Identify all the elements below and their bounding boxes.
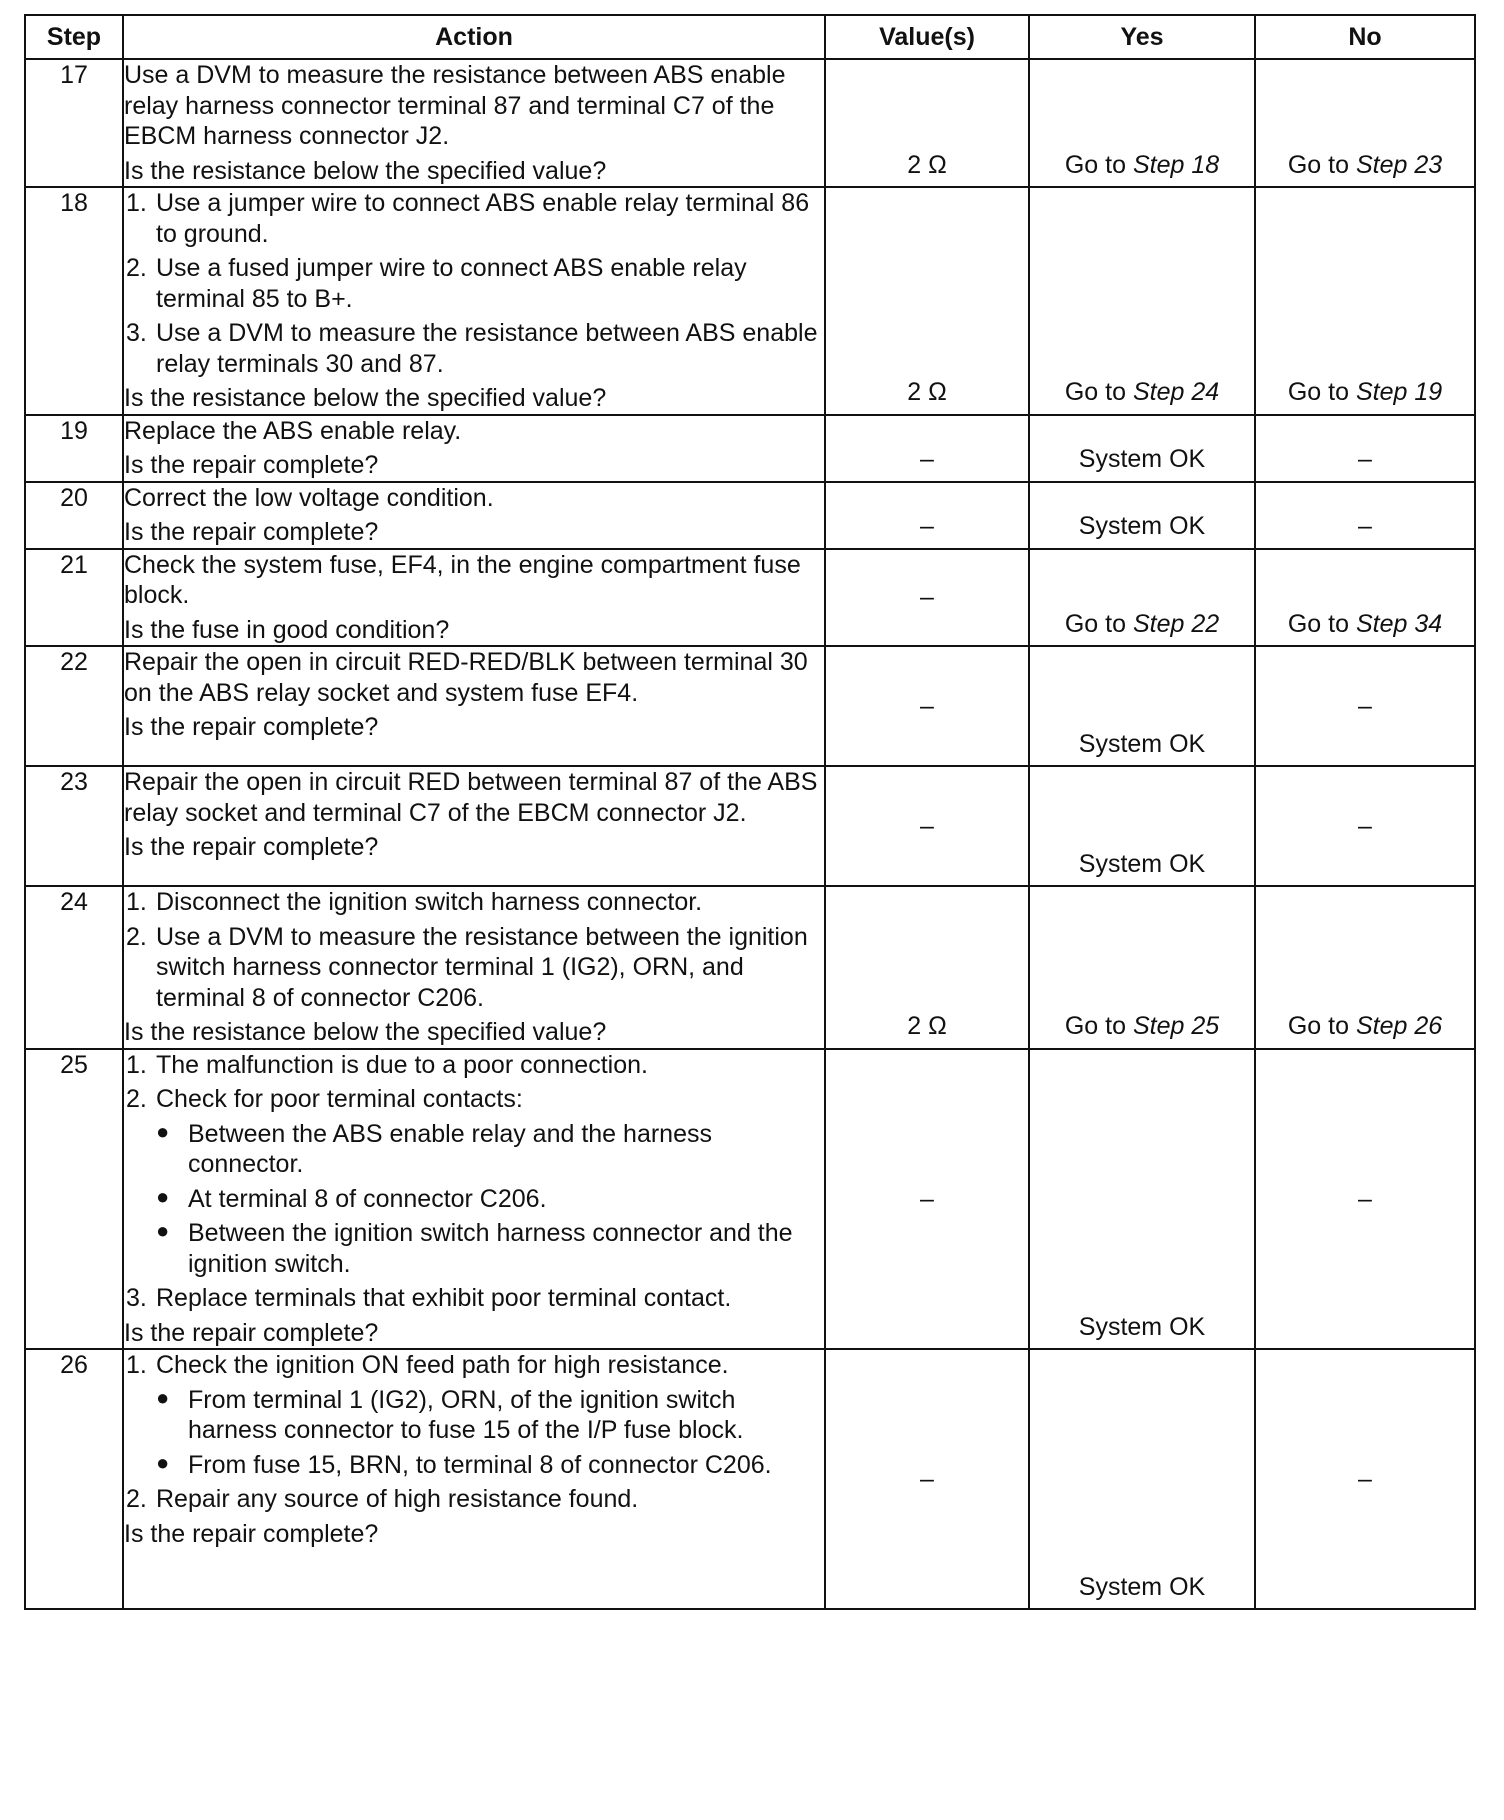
yes-text: System OK (1078, 1312, 1206, 1341)
action-cell (123, 482, 825, 549)
action-cell (123, 886, 825, 1049)
value-text: 2 Ω (907, 150, 947, 179)
yes-cell (1029, 886, 1255, 1049)
yes-text: System OK (1078, 512, 1206, 540)
value-cell (825, 1049, 1029, 1350)
value-text: – (920, 512, 934, 540)
header-no: No (1255, 15, 1475, 59)
numbered-item: 2. Use a DVM to measure the resistance between the ignition switch harness connector terminal 1 (IG2), ORN, and terminal 8 of connector C206. (126, 922, 808, 1012)
no-cell (1255, 1049, 1475, 1350)
action-question: Is the fuse in good condition? (124, 615, 450, 644)
no-cell (1255, 482, 1475, 549)
table-row (25, 59, 1475, 187)
action-cell (123, 766, 825, 886)
bullet-item: ● Between the ignition switch harness connector and the ignition switch. (156, 1218, 793, 1278)
numbered-item: 1. Check the ignition ON feed path for high resistance. (126, 1351, 729, 1379)
yes-goto: Go to Step 18 (1064, 150, 1220, 179)
yes-text: System OK (1078, 1572, 1206, 1601)
yes-cell (1029, 646, 1255, 766)
yes-text: System OK (1078, 445, 1206, 473)
action-question: Is the repair complete? (124, 518, 379, 546)
value-cell (825, 549, 1029, 647)
diagnostic-page (24, 14, 1474, 1610)
value-text: 2 Ω (907, 1012, 947, 1040)
value-cell (825, 59, 1029, 187)
numbered-item: 2. Repair any source of high resistance found. (126, 1485, 639, 1513)
step-number: 22 (25, 646, 123, 766)
action-cell (123, 1349, 825, 1609)
yes-text: System OK (1078, 729, 1206, 758)
yes-goto: Go to Step 22 (1064, 609, 1220, 638)
action-text: Correct the low voltage condition. (124, 483, 494, 512)
step-number: 25 (25, 1049, 123, 1350)
yes-cell (1029, 415, 1255, 482)
action-cell (123, 646, 825, 766)
table-row (25, 187, 1475, 415)
yes-cell (1029, 482, 1255, 549)
no-text: – (1358, 445, 1372, 473)
action-text: Repair the open in circuit RED between terminal 87 of the ABS relay socket and terminal C7 of the EBCM connector J2. (124, 768, 818, 827)
no-text: – (1358, 1464, 1372, 1493)
action-question: Is the repair complete? (124, 1519, 379, 1548)
action-cell (123, 415, 825, 482)
action-question: Is the repair complete? (124, 451, 379, 479)
yes-cell (1029, 1349, 1255, 1609)
value-cell (825, 482, 1029, 549)
no-cell (1255, 766, 1475, 886)
yes-cell (1029, 549, 1255, 647)
numbered-item: 2. Use a fused jumper wire to connect ABS enable relay terminal 85 to B+. (126, 254, 747, 313)
bullet-item: ● At terminal 8 of connector C206. (156, 1183, 547, 1213)
value-text: 2 Ω (907, 378, 947, 406)
value-text: – (920, 691, 934, 720)
value-cell (825, 1349, 1029, 1609)
table-row (25, 1049, 1475, 1350)
action-question: Is the resistance below the specified value? (124, 156, 607, 185)
no-text: – (1358, 512, 1372, 540)
step-number: 17 (25, 59, 123, 187)
step-number: 19 (25, 415, 123, 482)
yes-cell (1029, 1049, 1255, 1350)
header-yes: Yes (1029, 15, 1255, 59)
no-cell (1255, 549, 1475, 647)
no-goto: Go to Step 19 (1287, 378, 1443, 406)
action-question: Is the repair complete? (124, 1318, 379, 1347)
header-values: Value(s) (825, 15, 1029, 59)
value-cell (825, 766, 1029, 886)
yes-goto: Go to Step 25 (1064, 1012, 1220, 1040)
header-action: Action (123, 15, 825, 59)
action-text: Repair the open in circuit RED-RED/BLK between terminal 30 on the ABS relay socket and system fuse EF4. (124, 648, 808, 707)
action-question: Is the repair complete? (124, 713, 379, 741)
numbered-item: 3. Use a DVM to measure the resistance between ABS enable relay terminals 30 and 87. (126, 319, 818, 378)
table-row (25, 1349, 1475, 1609)
bullet-icon: ● (156, 1118, 170, 1144)
yes-text: System OK (1078, 849, 1206, 878)
no-cell (1255, 187, 1475, 415)
bullet-icon: ● (156, 1218, 170, 1243)
action-question: Is the resistance below the specified value? (124, 1018, 607, 1046)
no-text: – (1358, 691, 1372, 720)
step-number: 26 (25, 1349, 123, 1609)
action-cell (123, 549, 825, 647)
action-cell (123, 187, 825, 415)
action-text: Replace the ABS enable relay. (124, 416, 462, 445)
value-cell (825, 415, 1029, 482)
value-cell (825, 646, 1029, 766)
diagnostic-table (24, 14, 1476, 1610)
no-text: – (1358, 811, 1372, 840)
action-text: Check the system fuse, EF4, in the engine compartment fuse block. (124, 550, 801, 609)
table-row (25, 482, 1475, 549)
step-number: 21 (25, 549, 123, 647)
bullet-item: ● Between the ABS enable relay and the harness connector. (156, 1118, 712, 1178)
table-row (25, 415, 1475, 482)
action-question: Is the resistance below the specified value? (124, 384, 607, 412)
no-goto: Go to Step 26 (1287, 1012, 1443, 1040)
no-text: – (1358, 1184, 1372, 1213)
no-cell (1255, 646, 1475, 766)
value-cell (825, 187, 1029, 415)
action-text: Use a DVM to measure the resistance between ABS enable relay harness connector terminal 87 and terminal C7 of the EBCM harness connector J2. (124, 61, 786, 150)
numbered-item: 3. Replace terminals that exhibit poor terminal contact. (126, 1284, 732, 1312)
step-number: 24 (25, 886, 123, 1049)
no-cell (1255, 415, 1475, 482)
step-number: 23 (25, 766, 123, 886)
value-text: – (920, 1464, 934, 1493)
numbered-item: 1. Use a jumper wire to connect ABS enable relay terminal 86 to ground. (126, 189, 810, 248)
header-step: Step (25, 15, 123, 59)
header-row (25, 15, 1475, 59)
no-goto: Go to Step 23 (1287, 150, 1443, 179)
table-row (25, 646, 1475, 766)
bullet-icon: ● (156, 1183, 170, 1209)
value-text: – (920, 445, 934, 473)
bullet-icon: ● (156, 1449, 170, 1475)
action-cell (123, 1049, 825, 1350)
bullet-item: ● From fuse 15, BRN, to terminal 8 of connector C206. (156, 1449, 772, 1479)
yes-cell (1029, 187, 1255, 415)
no-cell (1255, 1349, 1475, 1609)
bullet-item: ● From terminal 1 (IG2), ORN, of the ignition switch harness connector to fuse 15 of the I/P fuse block. (156, 1384, 744, 1444)
no-cell (1255, 886, 1475, 1049)
bullet-icon: ● (156, 1384, 170, 1410)
no-goto: Go to Step 34 (1287, 609, 1443, 638)
numbered-item: 1. The malfunction is due to a poor connection. (126, 1050, 648, 1079)
yes-cell (1029, 59, 1255, 187)
table-row (25, 886, 1475, 1049)
yes-goto: Go to Step 24 (1064, 378, 1220, 406)
no-cell (1255, 59, 1475, 187)
value-text: – (920, 583, 934, 611)
numbered-item: 1. Disconnect the ignition switch harness connector. (126, 888, 703, 916)
step-number: 18 (25, 187, 123, 415)
action-question: Is the repair complete? (124, 833, 379, 861)
step-number: 20 (25, 482, 123, 549)
table-row (25, 766, 1475, 886)
value-cell (825, 886, 1029, 1049)
numbered-item: 2. Check for poor terminal contacts: (126, 1085, 523, 1113)
action-cell (123, 59, 825, 187)
value-text: – (920, 1184, 934, 1213)
table-row (25, 549, 1475, 647)
value-text: – (920, 811, 934, 840)
yes-cell (1029, 766, 1255, 886)
